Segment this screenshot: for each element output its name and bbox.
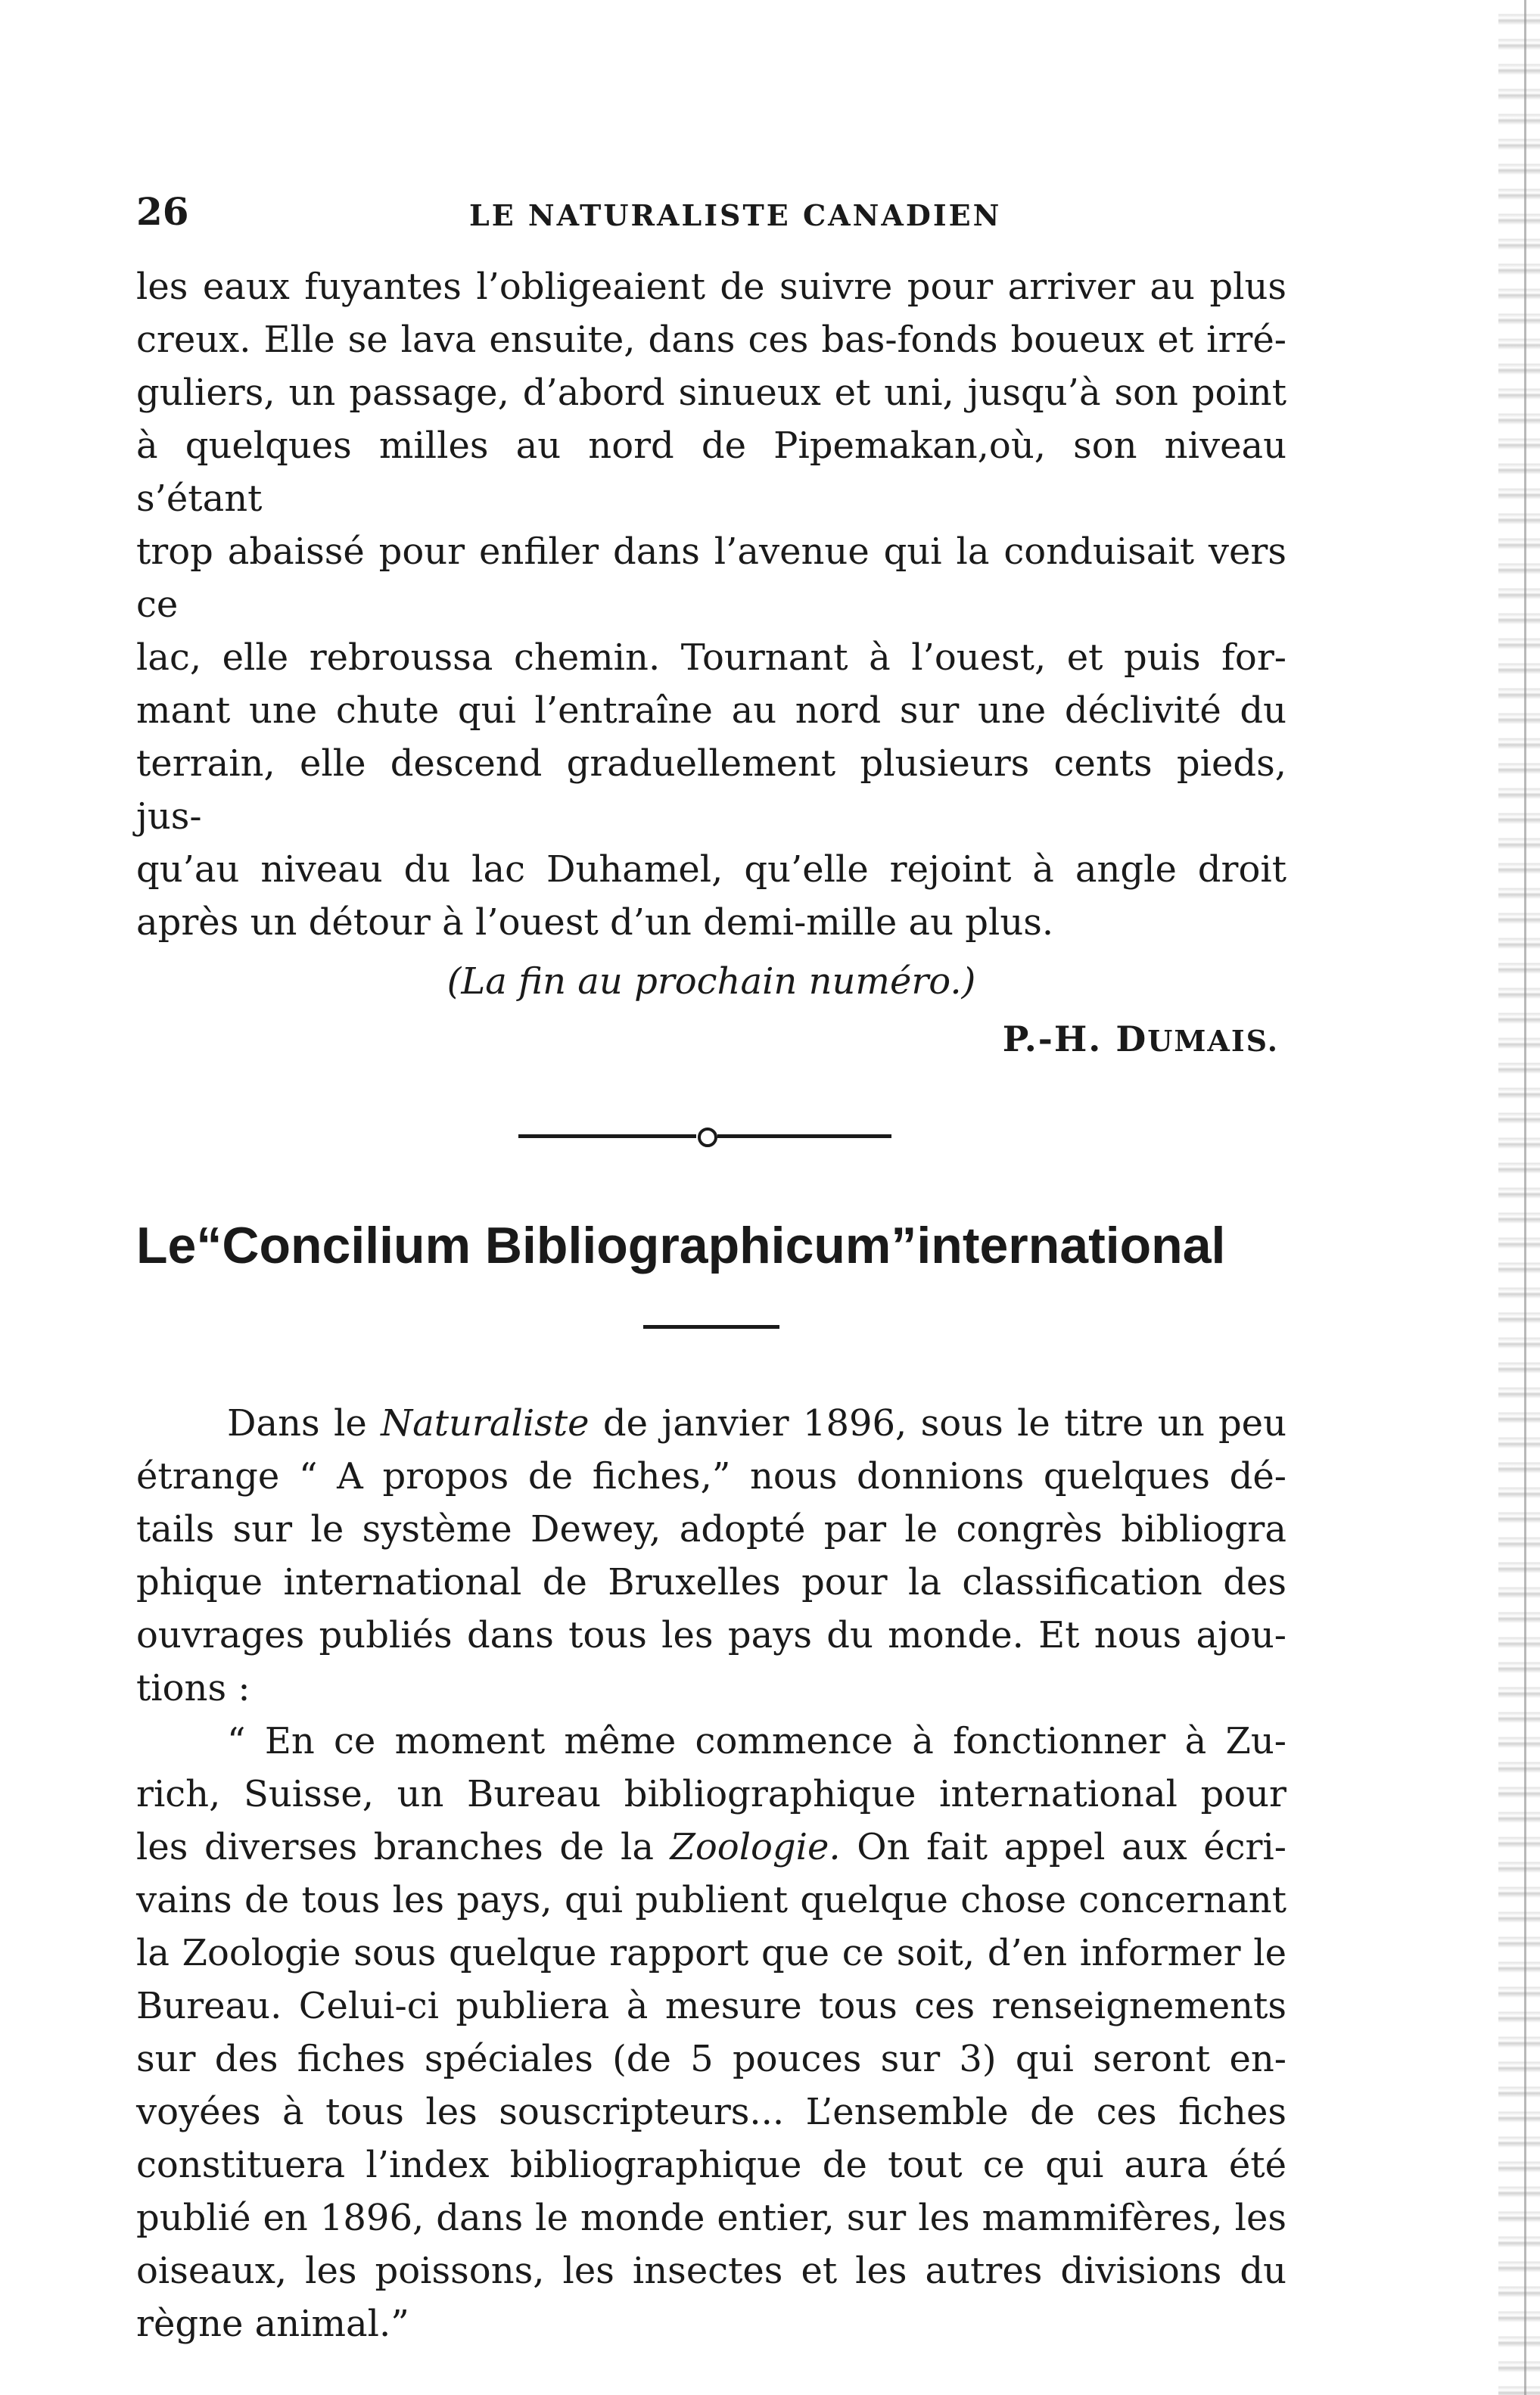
text-line: guliers, un passage, d’abord sinueux et uni, jusqu’à son point <box>136 372 1286 414</box>
text-line: sur des fiches spéciales (de 5 pouces sur 3) qui seront en- <box>136 2038 1286 2080</box>
text-line: mant une chute qui l’entraîne au nord sur une déclivité du <box>136 689 1286 732</box>
text-run: On fait appel aux écri- <box>840 1826 1287 1868</box>
scan-page-edge <box>1498 0 1540 2395</box>
text-line: Bureau. Celui-ci publiera à mesure tous ces renseignements <box>136 1985 1286 2027</box>
text-line: la Zoologie sous quelque rapport que ce soit, d’en informer le <box>136 1932 1286 1974</box>
article-title: Le“Concilium Bibliographicum”international <box>136 1217 1226 1274</box>
text-line: après un détour à l’ouest d’un demi-mille au plus. <box>136 901 1054 944</box>
text-line <box>136 1821 1286 1874</box>
text-line: voyées à tous les souscripteurs... L’ensemble de ces fiches <box>136 2091 1286 2133</box>
separator-ornament-icon <box>698 1128 717 1147</box>
text-line: tails sur le système Dewey, adopté par le congrès bibliogra <box>136 1508 1286 1551</box>
text-line: phique international de Bruxelles pour la classification des <box>136 1561 1286 1603</box>
zoologie-italic: Zoologie. <box>670 1826 841 1868</box>
separator-rule-right <box>717 1134 891 1138</box>
section-separator <box>136 1113 1286 1159</box>
text-run: de janvier 1896, sous le titre un peu <box>589 1402 1287 1445</box>
text-line: constituera l’index bibliographique de tout ce qui aura été <box>136 2144 1286 2186</box>
continued-article-text <box>136 260 1286 949</box>
text-line: à quelques milles au nord de Pipemakan,où, son niveau s’étant <box>136 425 1286 520</box>
title-rule <box>643 1325 779 1329</box>
text-line: oiseaux, les poissons, les insectes et les autres divisions du <box>136 2250 1286 2292</box>
text-line: tions : <box>136 1667 250 1709</box>
text-line: vains de tous les pays, qui publient quelque chose concernant <box>136 1879 1286 1921</box>
page-number: 26 <box>136 189 189 234</box>
text-line: qu’au niveau du lac Duhamel, qu’elle rejoint à angle droit <box>136 848 1286 891</box>
text-line: ouvrages publiés dans tous les pays du monde. Et nous ajou- <box>136 1614 1286 1656</box>
separator-rule-left <box>518 1134 696 1138</box>
running-head <box>136 189 1286 250</box>
journal-title: LE NATURALISTE CANADIEN <box>469 198 1002 232</box>
text-line: étrange “ A propos de fiches,” nous donnions quelques dé- <box>136 1455 1286 1498</box>
text-run: Dans le <box>227 1402 381 1445</box>
author-signature <box>136 1012 1286 1068</box>
scan-edge-line <box>1524 0 1526 2395</box>
signature-surname: UMAIS. <box>1147 1024 1279 1058</box>
text-line: terrain, elle descend graduellement plusieurs cents pieds, jus- <box>136 742 1286 838</box>
text-line: creux. Elle se lava ensuite, dans ces bas-fonds boueux et irré- <box>136 319 1286 361</box>
text-line: trop abaissé pour enfiler dans l’avenue qui la conduisait vers ce <box>136 530 1286 626</box>
article-paragraph-1 <box>136 1397 1286 1715</box>
signature-initials: P.-H. D <box>1002 1019 1148 1059</box>
text-line: “ En ce moment même commence à fonctionner à Zu- <box>227 1720 1286 1762</box>
text-line: rich, Suisse, un Bureau bibliographique international pour <box>136 1773 1286 1815</box>
book-page <box>136 189 1286 2350</box>
text-line: les eaux fuyantes l’obligeaient de suivre pour arriver au plus <box>136 266 1286 308</box>
text-line: lac, elle rebroussa chemin. Tournant à l’ouest, et puis for- <box>136 636 1286 679</box>
journal-name-italic: Naturaliste <box>381 1402 590 1445</box>
to-be-continued-note: (La fin au prochain numéro.) <box>446 960 976 1003</box>
text-line: règne animal.” <box>136 2303 409 2345</box>
article-quotation <box>136 1715 1286 2350</box>
text-line <box>136 1397 1286 1450</box>
text-run: les diverses branches de la <box>136 1826 670 1868</box>
text-line: publié en 1896, dans le monde entier, sur les mammifères, les <box>136 2197 1286 2239</box>
